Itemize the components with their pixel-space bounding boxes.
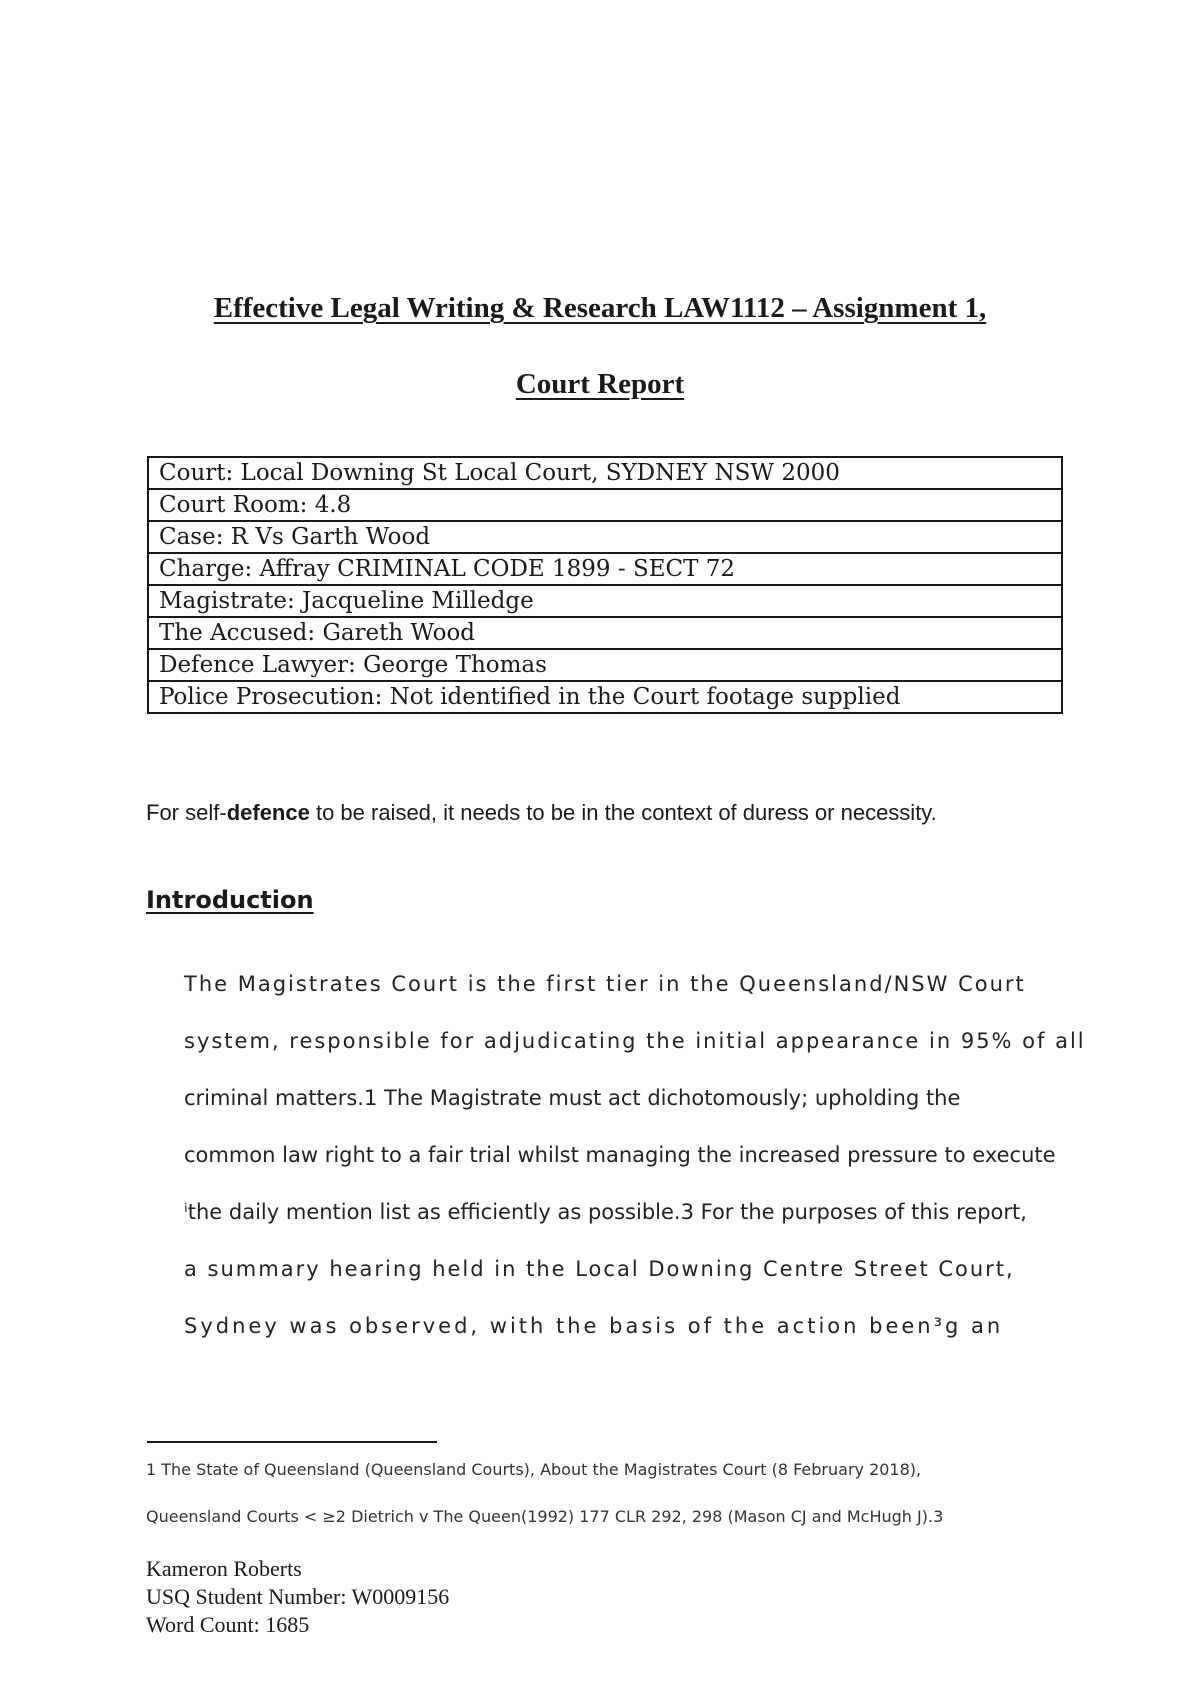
table-row bbox=[148, 521, 1062, 553]
table-row bbox=[148, 553, 1062, 585]
charge-cell: Charge: Affray CRIMINAL CODE 1899 - SECT 72 bbox=[148, 553, 1062, 585]
body-line-5: ⁱthe daily mention list as efficiently as possible.3 For the purposes of this report, bbox=[184, 1200, 1027, 1224]
footnote-line-2: Queensland Courts < ≥2 Dietrich v The Queen(1992) 177 CLR 292, 298 (Mason CJ and McHugh J).3 bbox=[146, 1507, 944, 1526]
author-name: Kameron Roberts bbox=[146, 1556, 302, 1581]
body-line-6: a summary hearing held in the Local Downing Centre Street Court, bbox=[184, 1257, 1015, 1281]
case-info-table bbox=[147, 456, 1063, 714]
court-room-cell: Court Room: 4.8 bbox=[148, 489, 1062, 521]
word-count: Word Count: 1685 bbox=[146, 1612, 310, 1637]
table-row bbox=[148, 585, 1062, 617]
footnote-separator bbox=[147, 1441, 437, 1443]
body-line-2: system, responsible for adjudicating the initial appearance in 95% of all bbox=[184, 1029, 1086, 1053]
section-heading-introduction: Introduction bbox=[146, 886, 314, 914]
document-title-line-2: Court Report bbox=[515, 368, 685, 400]
document-title-line-1: Effective Legal Writing & Research LAW1112 – Assignment 1, bbox=[213, 292, 987, 324]
note-prefix: For self- bbox=[146, 800, 227, 825]
police-prosecution-cell: Police Prosecution: Not identified in the Court footage supplied bbox=[148, 681, 1062, 713]
body-line-7: Sydney was observed, with the basis of the action been³g an bbox=[184, 1314, 1004, 1338]
table-row bbox=[148, 489, 1062, 521]
student-number: USQ Student Number: W0009156 bbox=[146, 1584, 450, 1609]
body-line-3: criminal matters.1 The Magistrate must act dichotomously; upholding the bbox=[184, 1086, 961, 1110]
magistrate-cell: Magistrate: Jacqueline Milledge bbox=[148, 585, 1062, 617]
table-row bbox=[148, 649, 1062, 681]
footnote-line-1: 1 The State of Queensland (Queensland Courts), About the Magistrates Court (8 February 2018), bbox=[146, 1460, 922, 1479]
note-bold-word: defence bbox=[226, 800, 310, 825]
table-row bbox=[148, 681, 1062, 713]
table-row bbox=[148, 617, 1062, 649]
defence-lawyer-cell: Defence Lawyer: George Thomas bbox=[148, 649, 1062, 681]
body-line-4: common law right to a fair trial whilst managing the increased pressure to execute bbox=[184, 1143, 1056, 1167]
table-row bbox=[148, 457, 1062, 489]
court-cell: Court: Local Downing St Local Court, SYDNEY NSW 2000 bbox=[148, 457, 1062, 489]
accused-cell: The Accused: Gareth Wood bbox=[148, 617, 1062, 649]
self-defence-note bbox=[146, 800, 937, 826]
note-suffix: to be raised, it needs to be in the context of duress or necessity. bbox=[309, 800, 937, 825]
case-cell: Case: R Vs Garth Wood bbox=[148, 521, 1062, 553]
body-line-1: The Magistrates Court is the first tier in the Queensland/NSW Court bbox=[184, 972, 1026, 996]
